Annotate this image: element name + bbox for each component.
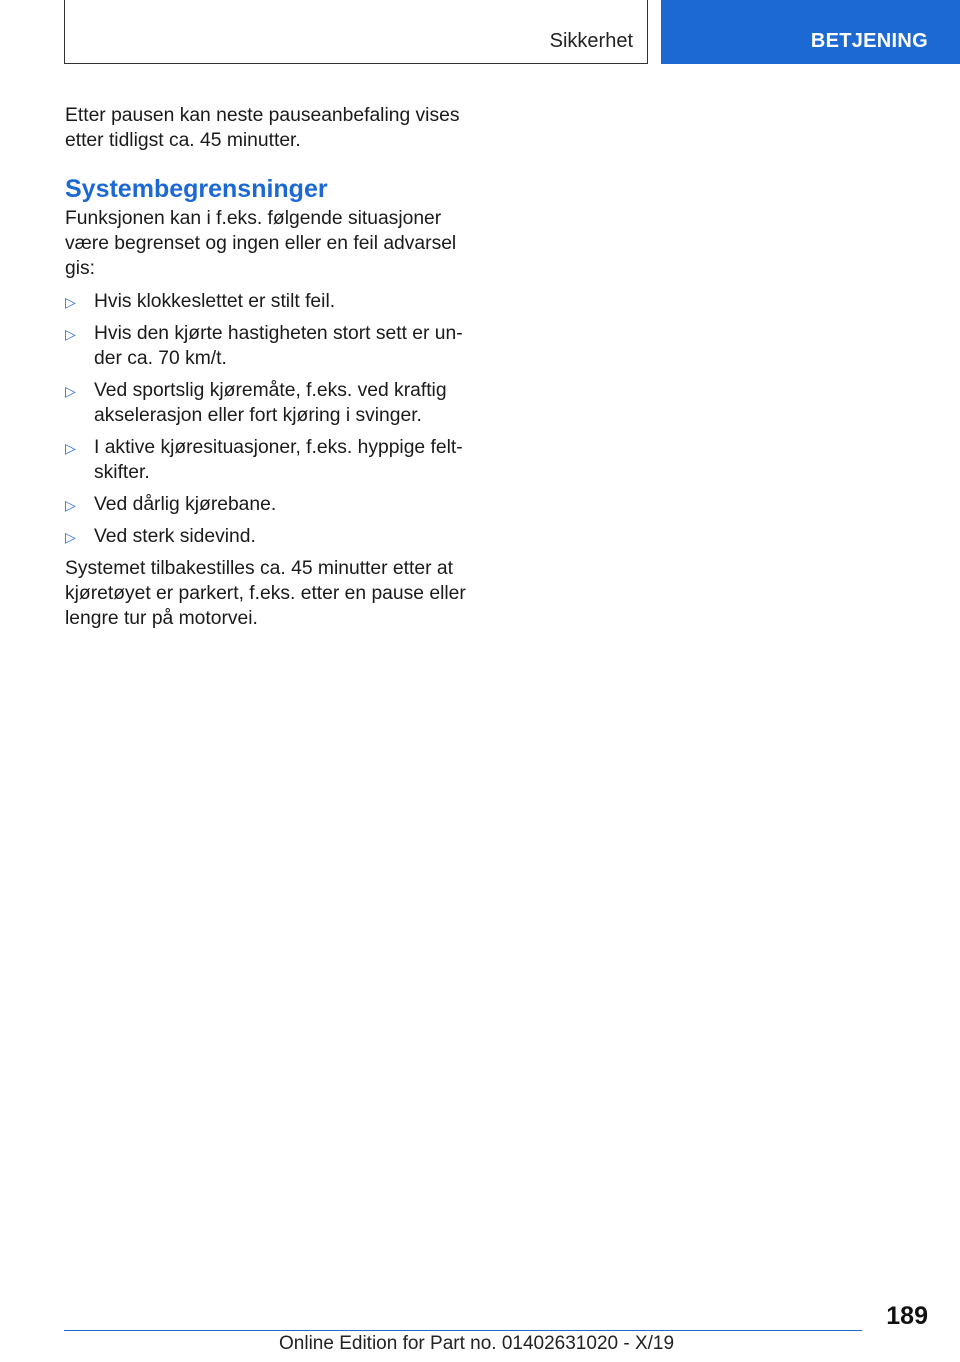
list-item-text: Hvis den kjørte hastigheten stort sett er under ca. 70 km/t.: [94, 323, 463, 369]
intro-paragraph: Etter pausen kan neste pauseanbefaling vises etter tidligst ca. 45 minutter.: [65, 105, 460, 151]
bullet-triangle-icon: ▷: [65, 294, 76, 310]
list-item-text: Hvis klokkeslettet er stilt feil.: [94, 291, 336, 312]
lead-paragraph: Funksjonen kan i f.eks. følgende situasjoner være begrenset og ingen eller en feil advarsel gis:: [65, 208, 457, 279]
footer-edition-text: Online Edition for Part no. 01402631020 - X/19: [279, 1333, 675, 1354]
header-section-box: [64, 0, 648, 64]
bullet-triangle-icon: ▷: [65, 383, 76, 399]
header-section-title: Sikkerhet: [549, 30, 633, 52]
page-content: [65, 103, 475, 639]
list-item-text: Ved sterk sidevind.: [94, 526, 256, 547]
bullet-triangle-icon: ▷: [65, 529, 76, 545]
list-item-text: Ved dårlig kjørebane.: [94, 494, 277, 515]
list-item: [65, 435, 475, 485]
list-item: [65, 378, 475, 428]
page-number: 189: [886, 1302, 928, 1330]
bullet-triangle-icon: ▷: [65, 326, 76, 342]
header-chapter-tab: [661, 0, 960, 64]
list-item-text: Ved sportslig kjøremåte, f.eks. ved kraftig akselerasjon eller fort kjøring i svinger.: [94, 380, 447, 426]
list-item: [65, 289, 475, 314]
list-item: [65, 524, 475, 549]
limitations-list: [65, 289, 475, 549]
header-chapter-title: BETJENING: [810, 30, 928, 52]
section-heading: Systembegrensninger: [65, 175, 328, 203]
closing-paragraph: Systemet tilbakestilles ca. 45 minutter etter at kjøretøyet er parkert, f.eks. etter en pause eller lengre tur på motorvei.: [65, 558, 466, 629]
bullet-triangle-icon: ▷: [65, 440, 76, 456]
footer-divider: [64, 1330, 862, 1331]
list-item: [65, 492, 475, 517]
list-item: [65, 321, 475, 371]
list-item-text: I aktive kjøresituasjoner, f.eks. hyppige feltskifter.: [94, 437, 463, 483]
bullet-triangle-icon: ▷: [65, 497, 76, 513]
